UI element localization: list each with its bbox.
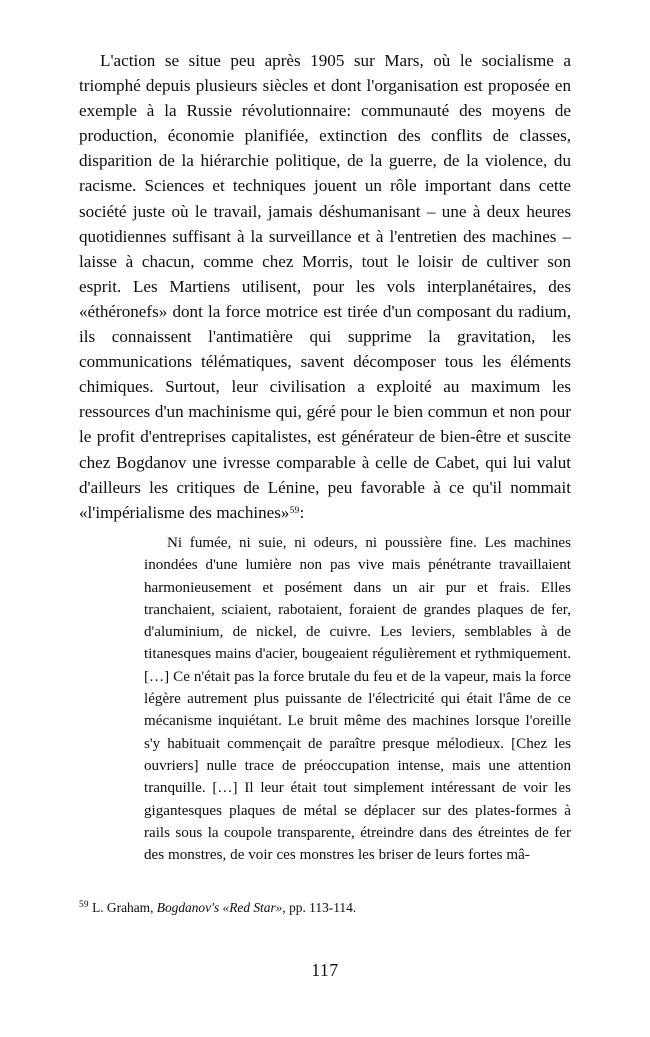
- body-paragraph-tail: :: [299, 502, 305, 522]
- quotation-text: Ni fumée, ni suie, ni odeurs, ni poussière fine. Les machines inondées d'une lumière non pas vive mais pénétrante travaillaient harmonieusement et posément dans un air pur et frais. Elles tranchaient, sciaient, rabotaient, foraient de grandes plaques de fer, d'aluminium, de nickel, de cuivre. Les leviers, semblables à de titanesques mains d'acier, bougeaient régulièrement et rythmiquement. […] Ce n'était pas la force brutale du feu et de la vapeur, mais la force légère autrement plus puissante de l'électricité qui était l'âme de ce mécanisme inquiétant. Le bruit même des machines lorsque l'oreille s'y habituait commençait de paraître presque mélodieux. [Chez les ouvriers] nulle trace de préoccupation intense, mais une attention tranquille. […] Il leur était tout simplement intéressant de voir les gigantesques plaques de métal se déplacer sur des plates-formes à rails sous la coupole transparente, étreindre dans des étreintes de fer des monstres, de voir ces monstres les briser de leurs fortes mâ-: [144, 535, 571, 864]
- page-number: 117: [311, 960, 339, 980]
- footnote-number: 59: [79, 900, 89, 910]
- footnote: [79, 896, 571, 917]
- block-quotation: [144, 532, 571, 866]
- footnote-title: Bogdanov's «Red Star»: [156, 900, 283, 915]
- main-text-column: [79, 48, 571, 525]
- footnote-author: L. Graham,: [92, 900, 154, 915]
- footnote-pages: , pp. 113-114.: [282, 900, 357, 915]
- body-paragraph-text: L'action se situe peu après 1905 sur Mars, où le socialisme a triomphé depuis plusieurs siècles et dont l'organisation est proposée en exemple à la Russie révolutionnaire: communauté des moyens de production, économie planifiée, extinction des conflits de classes, disparition de la hiérarchie politique, de la guerre, de la violence, du racisme. Sciences et techniques jouent un rôle important dans cette société juste où le travail, jamais déshumanisant – une à deux heures quotidiennes suffisant à la surveillance et à l'entretien des machines – laisse à chacun, comme chez Morris, tout le loisir de cultiver son esprit. Les Martiens utilisent, pour les vols interplanétaires, des «éthéronefs» dont la force motrice est tirée d'un composant du radium, ils connaissent l'antimatière qui supprime la gravitation, les communications télématiques, savent décomposer tous les éléments chimiques. Surtout, leur civilisation a exploité au maximum les ressources d'un machinisme qui, géré pour le bien commun et non pour le profit d'entreprises capitalistes, est générateur de bien-être et suscite chez Bogdanov une ivresse comparable à celle de Cabet, qui lui valut d'ailleurs les critiques de Lénine, peu favorable à ce qu'il nommait «l'impérialisme des machines»: [79, 51, 571, 522]
- footnote-reference-marker[interactable]: 59: [289, 504, 300, 516]
- body-paragraph: [79, 48, 571, 525]
